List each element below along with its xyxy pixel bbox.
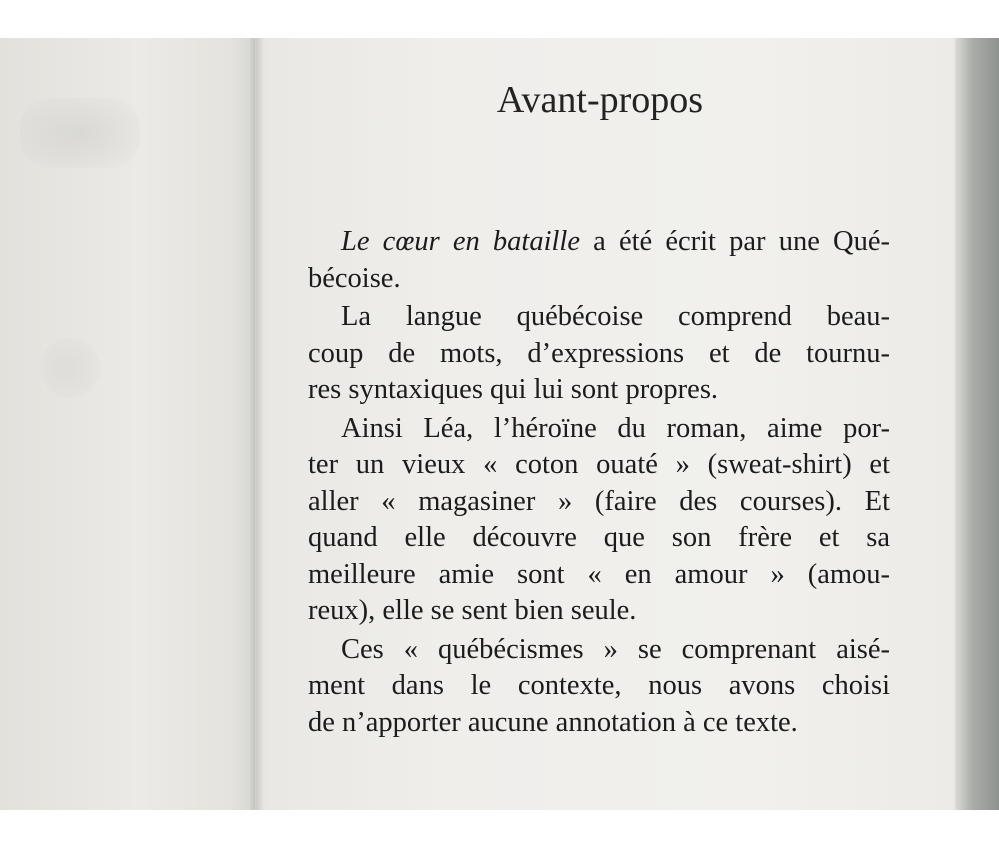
page-edge-shadow: [955, 38, 999, 810]
left-page: [0, 38, 255, 810]
text-line: reux), elle se sent bien seule.: [308, 595, 637, 626]
text-line: ment dans le contexte, nous avons choisi: [308, 670, 890, 701]
show-through-mark: [20, 98, 140, 168]
text-span: a été écrit par une Qué-: [579, 226, 890, 257]
text-line: ter un vieux « coton ouaté » (sweat-shirt) et: [308, 449, 890, 480]
text-line: de n’apporter aucune annotation à ce texte.: [308, 706, 798, 738]
text-line: La langue québécoise comprend beau-: [341, 301, 890, 332]
text-line: aller « magasiner » (faire des courses). Et: [308, 485, 890, 517]
book-title-italic: Le cœur en bataille: [341, 226, 580, 257]
text-line: res syntaxiques qui lui sont propres.: [308, 374, 719, 405]
show-through-mark: [40, 338, 100, 398]
foreword-text: [308, 224, 890, 741]
text-line: meilleure amie sont « en amour » (amou-: [308, 558, 890, 590]
text-line: [308, 224, 890, 261]
text-line: Ainsi Léa, l’héroïne du roman, aime por-: [341, 412, 890, 444]
text-line: Ces « québécismes » se comprenant aisé-: [341, 633, 890, 665]
text-line: bécoise.: [308, 262, 401, 294]
page-title: Avant-propos: [496, 79, 704, 121]
book-gutter: [250, 38, 264, 810]
text-line: coup de mots, d’expressions et de tournu-: [308, 337, 890, 369]
text-line: quand elle découvre que son frère et sa: [308, 522, 890, 553]
